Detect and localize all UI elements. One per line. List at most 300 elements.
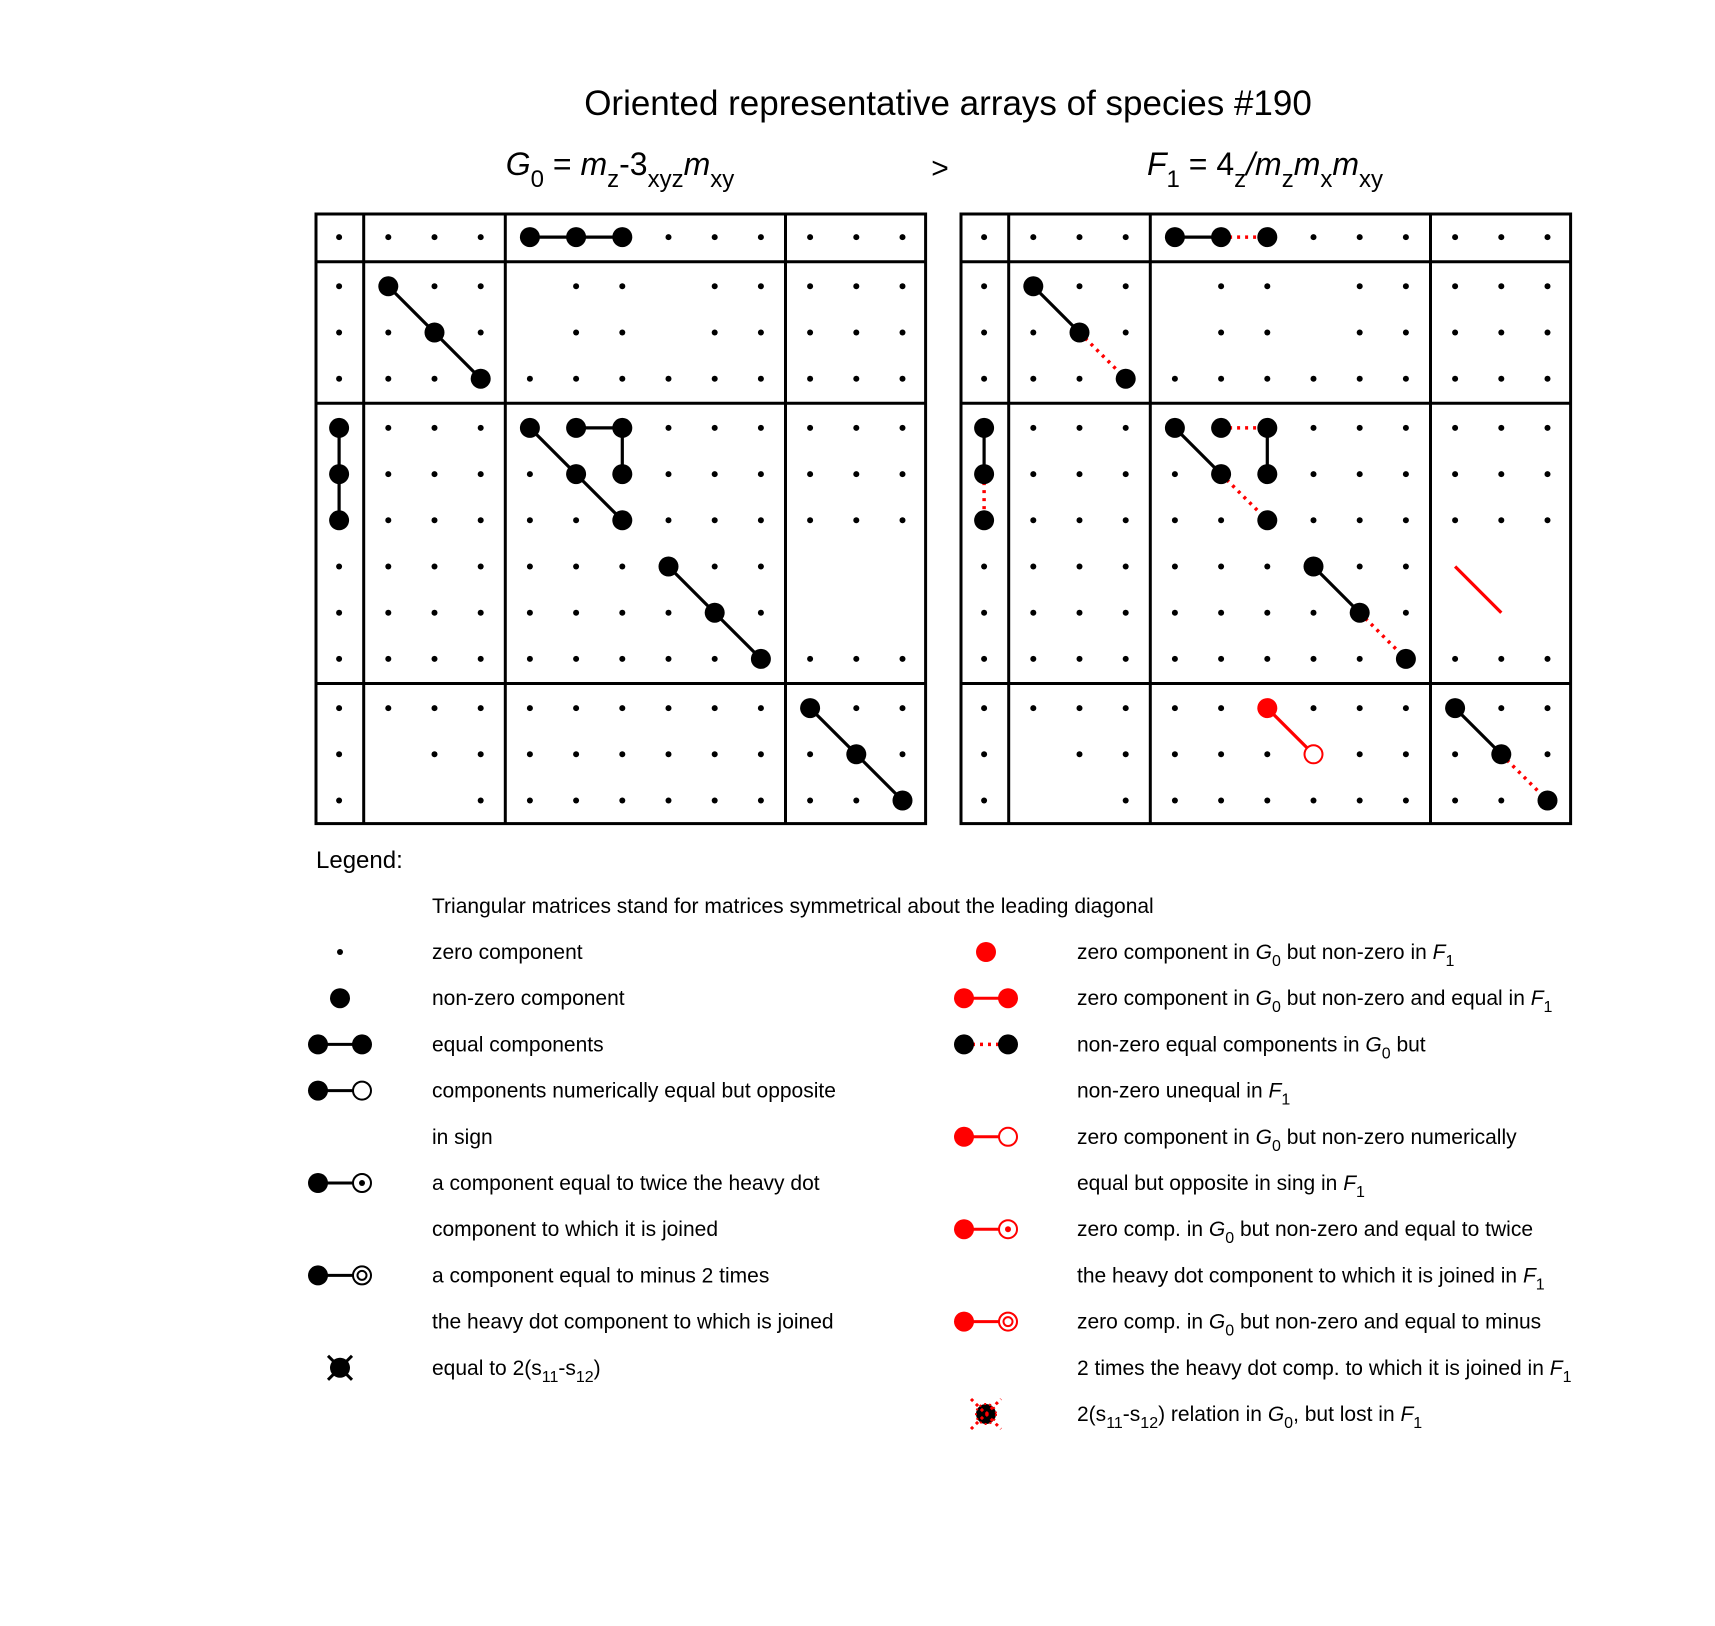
zero-dot (1172, 471, 1178, 477)
zero-dot (900, 234, 906, 240)
zero-dot (712, 705, 718, 711)
zero-dot (900, 656, 906, 662)
zero-dot (1452, 751, 1458, 757)
zero-dot (478, 751, 484, 757)
zero-dot (385, 330, 391, 336)
zero-dot (336, 330, 342, 336)
text-span: equal to 2(s (432, 1356, 542, 1380)
heavy-dot (1350, 603, 1370, 623)
heavy-dot (846, 744, 866, 764)
zero-dot (432, 610, 438, 616)
text-span: 1 (1356, 1184, 1365, 1201)
zero-dot (1403, 330, 1409, 336)
heavy-dot (520, 227, 540, 247)
zero-dot (981, 751, 987, 757)
zero-dot (573, 564, 579, 570)
zero-dot (981, 376, 987, 382)
heavy-dot (1023, 276, 1043, 296)
zero-dot (1077, 517, 1083, 523)
legend-text (1077, 1357, 1572, 1386)
text-span: 0 (1381, 1045, 1391, 1063)
legend-heavy-dot (954, 1312, 974, 1332)
zero-dot (478, 798, 484, 804)
text-span: xy (1359, 166, 1384, 193)
legend-item-redcross (971, 1399, 1422, 1432)
zero-dot (573, 330, 579, 336)
zero-dot (758, 564, 764, 570)
legend-text (1077, 1403, 1422, 1432)
zero-dot (336, 751, 342, 757)
heavy-dot (566, 418, 586, 438)
legend-open-dot (353, 1082, 371, 1100)
zero-dot (1311, 425, 1317, 431)
heavy-dot (800, 698, 820, 718)
heavy-dot (1538, 791, 1558, 811)
text-span: z (607, 166, 620, 193)
zero-dot (1218, 376, 1224, 382)
zero-dot (1123, 656, 1129, 662)
zero-dot (1123, 564, 1129, 570)
zero-dot (1077, 751, 1083, 757)
zero-dot (981, 610, 987, 616)
zero-dot (336, 283, 342, 289)
text-span: G (1255, 941, 1272, 964)
legend-heavy-dot (352, 1034, 372, 1054)
zero-dot (1264, 656, 1270, 662)
zero-dot (1357, 330, 1363, 336)
zero-dot (478, 610, 484, 616)
zero-dot (336, 564, 342, 570)
text-span: component to which it is joined (432, 1218, 718, 1242)
legend-heavy-dot (998, 1034, 1018, 1054)
zero-dot (432, 425, 438, 431)
legend-heavy-dot (954, 1034, 974, 1054)
text-span: but non-zero numerically (1280, 1125, 1517, 1149)
zero-dot (1030, 610, 1036, 616)
zero-dot (1545, 234, 1551, 240)
legend-text (432, 1264, 769, 1287)
zero-dot (1311, 376, 1317, 382)
zero-dot (1357, 425, 1363, 431)
legend-heavy-dot (308, 1173, 328, 1193)
zero-dot (1077, 425, 1083, 431)
zero-dot (853, 656, 859, 662)
zero-dot (853, 330, 859, 336)
legend-center-dot (359, 1180, 365, 1186)
zero-dot (981, 656, 987, 662)
zero-dot (1123, 798, 1129, 804)
legend-text (432, 1218, 718, 1241)
legend-heavy-dot (308, 1034, 328, 1054)
zero-dot (1077, 471, 1083, 477)
text-span: zero comp. in (1077, 1218, 1209, 1242)
text-span: 1 (1281, 1091, 1291, 1109)
zero-dot (712, 798, 718, 804)
zero-dot (712, 425, 718, 431)
zero-dot (619, 656, 625, 662)
text-span: 11 (541, 1368, 559, 1386)
zero-dot (1218, 564, 1224, 570)
legend-item-heavy (330, 987, 625, 1010)
zero-dot (1218, 705, 1224, 711)
comparator: > (931, 152, 949, 185)
legend-item-redopp (954, 1126, 1517, 1201)
zero-dot (1264, 376, 1270, 382)
zero-dot (1545, 656, 1551, 662)
heavy-dot (566, 227, 586, 247)
zero-dot (981, 234, 987, 240)
legend-text (1077, 1311, 1541, 1340)
legend-text (432, 1126, 493, 1149)
heavy-dot (612, 510, 632, 530)
zero-dot (1498, 376, 1504, 382)
zero-dot (432, 656, 438, 662)
zero-dot (900, 517, 906, 523)
heavy-dot (566, 464, 586, 484)
text-span: -s (1122, 1403, 1141, 1426)
zero-dot (666, 798, 672, 804)
text-span: F (1343, 1172, 1357, 1195)
zero-dot (1403, 471, 1409, 477)
heavy-dot (974, 510, 994, 530)
zero-dot (619, 376, 625, 382)
zero-dot (853, 234, 859, 240)
zero-dot (1264, 751, 1270, 757)
text-span: , but lost in (1293, 1403, 1401, 1426)
zero-dot (1218, 283, 1224, 289)
legend-item-minus2 (308, 1264, 834, 1333)
zero-dot (1403, 517, 1409, 523)
text-span: 0 (530, 166, 545, 193)
zero-dot (1403, 751, 1409, 757)
text-span: non-zero component (432, 987, 625, 1011)
zero-dot (1498, 425, 1504, 431)
zero-dot (1452, 330, 1458, 336)
zero-dot (1311, 517, 1317, 523)
text-span: but non-zero and equal to twice (1234, 1218, 1534, 1242)
zero-dot (1123, 471, 1129, 477)
zero-dot (981, 705, 987, 711)
legend-item-opp (308, 1080, 836, 1149)
zero-dot (527, 656, 533, 662)
formula-text (506, 146, 734, 193)
zero-dot (666, 751, 672, 757)
text-span: components numerically equal but opposite (432, 1079, 836, 1103)
zero-dot (432, 283, 438, 289)
zero-dot (807, 751, 813, 757)
zero-dot (1218, 751, 1224, 757)
heavy-dot (425, 323, 445, 343)
zero-dot (853, 705, 859, 711)
zero-dot (1218, 656, 1224, 662)
zero-dot (1264, 798, 1270, 804)
legend-text (432, 941, 583, 964)
zero-dot (900, 376, 906, 382)
zero-dot (336, 798, 342, 804)
zero-dot (1264, 330, 1270, 336)
zero-dot (807, 517, 813, 523)
zero-dot (1545, 517, 1551, 523)
text-span: 0 (1271, 999, 1281, 1017)
zero-dot (807, 798, 813, 804)
zero-dot (385, 517, 391, 523)
heavy-dot (329, 510, 349, 530)
zero-dot (1030, 471, 1036, 477)
zero-dot (1498, 330, 1504, 336)
legend-center-dot (1005, 1226, 1011, 1232)
zero-dot (712, 471, 718, 477)
text-span: non-zero unequal in (1077, 1079, 1269, 1103)
zero-dot (666, 376, 672, 382)
zero-dot (758, 751, 764, 757)
zero-dot (385, 564, 391, 570)
zero-dot (336, 234, 342, 240)
zero-dot (385, 705, 391, 711)
zero-dot (900, 705, 906, 711)
legend-inner-ring (358, 1271, 367, 1280)
heavy-dot (612, 227, 632, 247)
heavy-dot (974, 418, 994, 438)
zero-dot (573, 517, 579, 523)
legend-heavy-dot (330, 988, 350, 1008)
zero-dot (1498, 705, 1504, 711)
heavy-dot (893, 791, 913, 811)
zero-dot (1172, 656, 1178, 662)
zero-dot (1545, 425, 1551, 431)
legend-text (432, 1172, 820, 1195)
heavy-dot (1491, 744, 1511, 764)
legend-text (1077, 1080, 1290, 1109)
zero-dot (853, 517, 859, 523)
text-span: x (1320, 166, 1333, 193)
zero-dot (1357, 798, 1363, 804)
heavy-dot (1211, 227, 1231, 247)
zero-dot (1545, 751, 1551, 757)
text-span: zero comp. in (1077, 1310, 1209, 1334)
zero-dot (1357, 376, 1363, 382)
zero-dot (1311, 705, 1317, 711)
zero-dot (619, 330, 625, 336)
text-span: F (1522, 1264, 1536, 1288)
zero-dot (478, 656, 484, 662)
legend-heavy-dot (998, 988, 1018, 1008)
zero-dot (432, 705, 438, 711)
legend-item-zero (337, 941, 583, 964)
heavy-dot (1165, 227, 1185, 247)
legend-inner-ring (1004, 1317, 1013, 1326)
zero-dot (1077, 283, 1083, 289)
zero-dot (1172, 751, 1178, 757)
zero-dot (758, 234, 764, 240)
heavy-dot (1116, 369, 1136, 389)
text-span: F (1549, 1356, 1563, 1380)
zero-dot (1123, 425, 1129, 431)
text-span: but (1390, 1033, 1426, 1057)
zero-dot (527, 751, 533, 757)
zero-dot (1403, 564, 1409, 570)
zero-dot (1498, 283, 1504, 289)
zero-dot (432, 234, 438, 240)
zero-dot (1357, 705, 1363, 711)
text-span: 1 (1413, 1415, 1423, 1432)
legend-text (1077, 1264, 1545, 1293)
text-span: m (1332, 146, 1360, 182)
legend-text (432, 1033, 604, 1056)
zero-dot (1452, 283, 1458, 289)
zero-dot (1123, 330, 1129, 336)
zero-dot (619, 705, 625, 711)
zero-dot (1264, 610, 1270, 616)
text-span: zero component (432, 941, 583, 964)
zero-dot (853, 798, 859, 804)
zero-dot (1545, 705, 1551, 711)
legend-text (432, 1357, 601, 1386)
legend-text (1077, 1033, 1426, 1062)
zero-dot (527, 517, 533, 523)
text-span: G (1208, 1218, 1226, 1242)
heavy-dot (329, 418, 349, 438)
zero-dot (573, 751, 579, 757)
text-span: 2(s (1077, 1403, 1107, 1426)
legend-note: Triangular matrices stand for matrices symmetrical about the leading diagonal (432, 895, 1154, 918)
text-span: 0 (1271, 953, 1281, 970)
zero-dot (807, 656, 813, 662)
text-span: z (1281, 166, 1294, 193)
zero-dot (432, 564, 438, 570)
zero-dot (1172, 376, 1178, 382)
zero-dot (1545, 471, 1551, 477)
text-span: G (1255, 987, 1272, 1011)
zero-dot (573, 283, 579, 289)
zero-dot (385, 425, 391, 431)
zero-dot (758, 376, 764, 382)
zero-dot (573, 705, 579, 711)
formula-text (1147, 146, 1383, 193)
zero-dot (758, 425, 764, 431)
zero-dot (1077, 656, 1083, 662)
legend-text (1077, 1126, 1517, 1155)
heavy-dot (1257, 227, 1277, 247)
text-span: 2 times the heavy dot comp. to which it is joined in (1077, 1356, 1550, 1380)
zero-dot (1498, 471, 1504, 477)
text-span: /m (1246, 146, 1282, 182)
zero-dot (1498, 234, 1504, 240)
zero-dot (758, 705, 764, 711)
zero-dot (1452, 425, 1458, 431)
zero-dot (807, 471, 813, 477)
legend-heavy-dot (954, 988, 974, 1008)
zero-dot (1123, 751, 1129, 757)
zero-dot (573, 610, 579, 616)
text-span: F (1432, 941, 1446, 964)
zero-dot (981, 564, 987, 570)
zero-dot (1403, 283, 1409, 289)
legend-text (1077, 941, 1454, 970)
zero-dot (336, 656, 342, 662)
text-span: F (1268, 1079, 1282, 1103)
text-span: G (505, 146, 531, 182)
zero-dot (807, 283, 813, 289)
legend-text (432, 1080, 836, 1103)
heavy-dot (1211, 418, 1231, 438)
legend-item-red (976, 941, 1454, 970)
red-open-dot (1305, 745, 1323, 763)
legend-item-dotted (954, 1033, 1426, 1108)
zero-dot (1218, 330, 1224, 336)
text-span: the heavy dot component to which is joined (432, 1310, 834, 1334)
zero-dot (336, 705, 342, 711)
text-span: = (544, 146, 581, 182)
text-span: m (683, 146, 711, 182)
text-span: xy (710, 166, 735, 193)
text-span: = (1179, 146, 1217, 182)
zero-dot (1452, 517, 1458, 523)
matrix-panel-f1 (961, 214, 1571, 824)
text-span: non-zero equal components in (1077, 1033, 1366, 1057)
heavy-dot (1257, 418, 1277, 438)
zero-dot (1545, 330, 1551, 336)
zero-dot (478, 517, 484, 523)
zero-dot (1030, 517, 1036, 523)
zero-dot (1403, 376, 1409, 382)
zero-dot (1264, 283, 1270, 289)
zero-dot (853, 425, 859, 431)
zero-dot (1172, 705, 1178, 711)
equal-link (1455, 567, 1501, 613)
text-span: equal components (432, 1033, 604, 1057)
text-span: -3 (619, 146, 648, 182)
zero-dot (712, 517, 718, 523)
zero-dot (1311, 656, 1317, 662)
heavy-dot (612, 418, 632, 438)
zero-dot (666, 705, 672, 711)
text-span: 1 (1166, 166, 1180, 193)
zero-dot (1123, 283, 1129, 289)
zero-dot (1452, 376, 1458, 382)
zero-dot (1403, 798, 1409, 804)
zero-dot (1123, 517, 1129, 523)
legend-item-cross (328, 1356, 601, 1386)
zero-dot (385, 234, 391, 240)
text-span: m (1293, 146, 1321, 182)
zero-dot (712, 751, 718, 757)
zero-dot (1030, 234, 1036, 240)
zero-dot (527, 610, 533, 616)
legend-heavy-dot (954, 1127, 974, 1147)
zero-dot (432, 751, 438, 757)
text-span: a component equal to minus 2 times (432, 1264, 770, 1288)
zero-dot (666, 471, 672, 477)
zero-dot (573, 376, 579, 382)
zero-dot (1357, 751, 1363, 757)
legend-text (1077, 1218, 1533, 1247)
zero-dot (900, 283, 906, 289)
zero-dot (478, 283, 484, 289)
zero-dot (385, 471, 391, 477)
text-span: zero component in (1077, 987, 1256, 1011)
zero-dot (336, 610, 342, 616)
text-span: 0 (1284, 1415, 1294, 1432)
zero-dot (1357, 564, 1363, 570)
zero-dot (385, 656, 391, 662)
zero-dot (758, 517, 764, 523)
zero-dot (1311, 234, 1317, 240)
legend-item-redtwice (954, 1218, 1545, 1293)
text-span: F (1530, 987, 1544, 1011)
heavy-dot (520, 418, 540, 438)
zero-dot (1357, 283, 1363, 289)
zero-dot (900, 330, 906, 336)
